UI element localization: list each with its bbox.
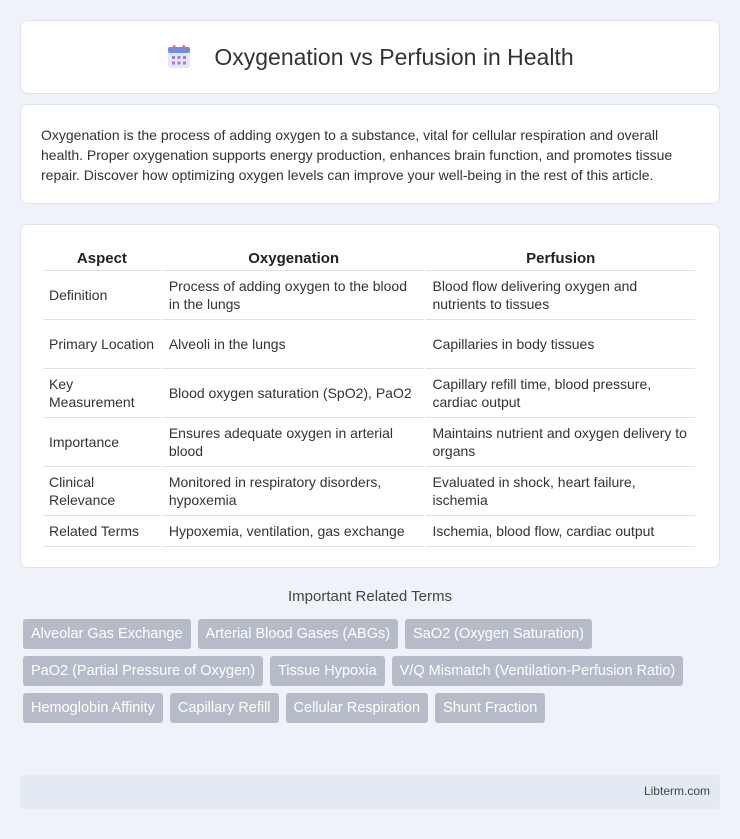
table-row	[43, 418, 695, 467]
footer-site-link[interactable]: Libterm.com	[643, 784, 710, 798]
header-perfusion: Perfusion	[426, 245, 695, 271]
cell-aspect: Key Measurement	[43, 369, 161, 418]
cell-oxygenation: Alveoli in the lungs	[163, 320, 425, 369]
table-row	[43, 467, 695, 516]
calendar-icon	[166, 44, 192, 70]
related-term-tag[interactable]: Cellular Respiration	[286, 693, 429, 723]
related-term-tag[interactable]: V/Q Mismatch (Ventilation-Perfusion Ratio)	[392, 656, 684, 686]
related-term-tag[interactable]: SaO2 (Oxygen Saturation)	[405, 619, 592, 649]
table-row	[43, 369, 695, 418]
related-term-tag[interactable]: PaO2 (Partial Pressure of Oxygen)	[23, 656, 263, 686]
cell-oxygenation: Hypoxemia, ventilation, gas exchange	[163, 516, 425, 547]
related-term-tag[interactable]: Alveolar Gas Exchange	[23, 619, 191, 649]
cell-oxygenation: Monitored in respiratory disorders, hypoxemia	[163, 467, 425, 516]
cell-oxygenation: Blood oxygen saturation (SpO2), PaO2	[163, 369, 425, 418]
comparison-table-card	[20, 224, 720, 568]
header-oxygenation: Oxygenation	[163, 245, 425, 271]
cell-perfusion: Capillaries in body tissues	[426, 320, 695, 369]
table-header-row	[43, 245, 695, 271]
title-card	[20, 20, 720, 94]
related-term-tag[interactable]: Capillary Refill	[170, 693, 279, 723]
cell-oxygenation: Ensures adequate oxygen in arterial blood	[163, 418, 425, 467]
related-term-tag[interactable]: Shunt Fraction	[435, 693, 545, 723]
related-terms-title: Important Related Terms	[288, 588, 452, 605]
cell-oxygenation: Process of adding oxygen to the blood in the lungs	[163, 271, 425, 320]
footer	[20, 775, 720, 809]
table-row	[43, 271, 695, 320]
cell-perfusion: Evaluated in shock, heart failure, ischemia	[426, 467, 695, 516]
cell-perfusion: Maintains nutrient and oxygen delivery to organs	[426, 418, 695, 467]
cell-aspect: Primary Location	[43, 320, 161, 369]
cell-aspect: Related Terms	[43, 516, 161, 547]
header-aspect: Aspect	[43, 245, 161, 271]
related-term-tag[interactable]: Tissue Hypoxia	[270, 656, 385, 686]
cell-perfusion: Blood flow delivering oxygen and nutrients to tissues	[426, 271, 695, 320]
table-row	[43, 320, 695, 369]
related-term-tag[interactable]: Hemoglobin Affinity	[23, 693, 163, 723]
table-row	[43, 516, 695, 547]
cell-aspect: Clinical Relevance	[43, 467, 161, 516]
comparison-table	[41, 245, 697, 547]
cell-aspect: Importance	[43, 418, 161, 467]
intro-text: Oxygenation is the process of adding oxygen to a substance, vital for cellular respiration and overall health. Proper oxygenation supports energy production, enhances brain function, and promotes tissue repair. Discover how optimizing oxygen levels can improve your well-being in the rest of this article.	[41, 127, 673, 183]
intro-card	[20, 104, 720, 204]
cell-perfusion: Capillary refill time, blood pressure, cardiac output	[426, 369, 695, 418]
cell-aspect: Definition	[43, 271, 161, 320]
related-term-tag[interactable]: Arterial Blood Gases (ABGs)	[198, 619, 399, 649]
page-title: Oxygenation vs Perfusion in Health	[214, 43, 574, 70]
related-terms-list	[23, 619, 723, 730]
cell-perfusion: Ischemia, blood flow, cardiac output	[426, 516, 695, 547]
